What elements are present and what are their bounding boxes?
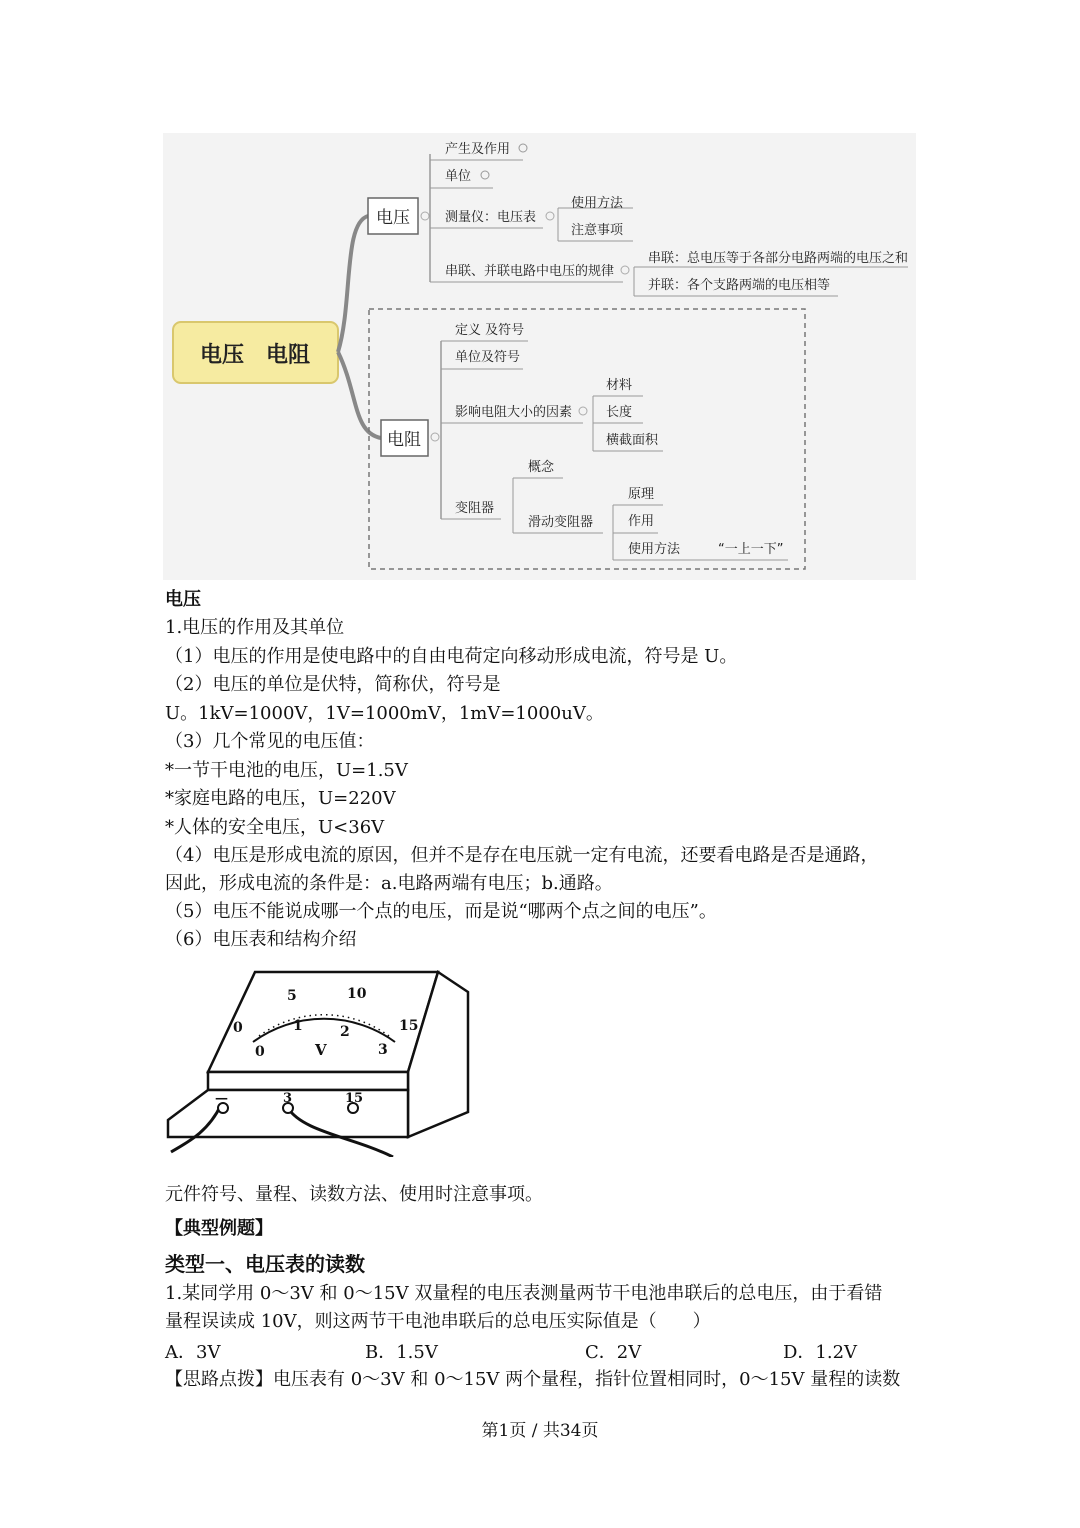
- collapse-icon[interactable]: [431, 433, 439, 441]
- mind-map: [163, 133, 916, 580]
- branch-resistance: [338, 352, 381, 438]
- root-label: 电压 电阻: [199, 343, 311, 368]
- terminal-label: 3: [283, 1091, 293, 1106]
- text-line: （3）几个常见的电压值：: [165, 731, 375, 752]
- text-line: （4）电压是形成电流的原因，但并不是存在电压就一定有电流，还要看电路是否是通路，: [165, 845, 879, 866]
- text-line: 1.电压的作用及其单位: [165, 617, 345, 638]
- collapse-icon[interactable]: [621, 266, 629, 274]
- text-line: （6）电压表和结构介绍: [165, 929, 357, 950]
- option-a: A．3V: [165, 1342, 221, 1363]
- expand-icon[interactable]: [481, 171, 489, 179]
- text-line: （1）电压的作用是使电路中的自由电荷定向移动形成电流，符号是 U。: [165, 646, 738, 667]
- slider-item-2: 作用: [628, 514, 655, 529]
- voltage-item-2: 单位: [445, 169, 472, 184]
- text-line: *家庭电路的电压，U=220V: [165, 788, 396, 809]
- voltage-node-label: 电压: [376, 208, 410, 228]
- option-d: D．1.2V: [783, 1342, 858, 1363]
- voltmeter-drawing: [163, 962, 478, 1157]
- page-footer: 第1页 / 共34页: [481, 1421, 599, 1441]
- factor-1: 材料: [606, 378, 633, 393]
- collapse-icon[interactable]: [421, 212, 429, 220]
- unit-label: V: [315, 1041, 327, 1059]
- rheostat-item-2: 滑动变阻器: [528, 515, 594, 530]
- series-rule: 串联：总电压等于各部分电路两端的电压之和: [648, 251, 909, 266]
- resistance-boundary: [369, 309, 805, 569]
- voltage-item-4: 串联、并联电路中电压的规律: [445, 264, 615, 279]
- resistance-item-4: 变阻器: [455, 501, 495, 516]
- resistance-item-2: 单位及符号: [455, 350, 521, 365]
- question-line: 1.某同学用 0～3V 和 0～15V 双量程的电压表测量两节干电池串联后的总电压，由于看错: [165, 1283, 883, 1304]
- example-header: 【典型例题】: [165, 1218, 273, 1239]
- parallel-rule: 并联：各个支路两端的电压相等: [648, 278, 831, 293]
- lower-scale-label: 1: [293, 1018, 303, 1034]
- resistance-item-1: 定义 及符号: [455, 323, 525, 338]
- terminal-label: 15: [345, 1091, 364, 1106]
- question-line: 量程误读成 10V，则这两节干电池串联后的总电压实际值是（ ）: [165, 1311, 711, 1332]
- text-line: （5）电压不能说成哪一个点的电压，而是说“哪两个点之间的电压”。: [165, 901, 717, 922]
- text-line: *人体的安全电压，U<36V: [165, 817, 385, 838]
- section-title: 电压: [165, 589, 201, 610]
- meter-item-2: 注意事项: [571, 223, 624, 238]
- rheostat-item-1: 概念: [528, 460, 555, 475]
- text-line: *一节干电池的电压，U=1.5V: [165, 760, 408, 781]
- figure-caption: 元件符号、量程、读数方法、使用时注意事项。: [165, 1184, 543, 1205]
- resistance-item-3: 影响电阻大小的因素: [455, 405, 573, 420]
- hint-line: 【思路点拨】电压表有 0～3V 和 0～15V 两个量程，指针位置相同时，0～15V 量程的读数: [165, 1369, 901, 1390]
- text-line: 因此，形成电流的条件是：a.电路两端有电压；b.通路。: [165, 873, 613, 894]
- lower-scale-label: 0: [255, 1044, 265, 1060]
- branch-voltage: [338, 216, 368, 352]
- voltage-item-3: 测量仪：电压表: [445, 210, 537, 225]
- option-b: B．1.5V: [365, 1342, 438, 1363]
- factor-2: 长度: [606, 405, 633, 420]
- terminal-label: —: [215, 1091, 228, 1106]
- lower-scale-label: 2: [340, 1024, 350, 1040]
- collapse-icon[interactable]: [546, 212, 554, 220]
- expand-icon[interactable]: [519, 144, 527, 152]
- usage-note: “一上一下”: [718, 542, 784, 557]
- slider-item-1: 原理: [628, 487, 655, 502]
- collapse-icon[interactable]: [579, 407, 587, 415]
- lower-scale-label: 3: [378, 1042, 388, 1058]
- text-line: U。1kV=1000V，1V=1000mV，1mV=1000uV。: [165, 703, 604, 724]
- upper-scale-label: 10: [347, 986, 367, 1002]
- meter-item-1: 使用方法: [571, 196, 624, 211]
- slider-item-3: 使用方法: [628, 542, 681, 557]
- resistance-node-label: 电阻: [387, 430, 421, 450]
- upper-scale-label: 0: [233, 1020, 243, 1036]
- meter-front: [208, 1072, 408, 1090]
- factor-3: 横截面积: [606, 433, 659, 448]
- option-c: C．2V: [585, 1342, 642, 1363]
- type-title: 类型一、电压表的读数: [165, 1252, 365, 1276]
- upper-scale-label: 5: [287, 988, 297, 1004]
- upper-scale-label: 15: [399, 1018, 419, 1034]
- text-line: （2）电压的单位是伏特，简称伏，符号是: [165, 674, 501, 695]
- voltmeter-figure: [163, 962, 478, 1157]
- mind-map-graphic: [163, 133, 916, 580]
- voltage-item-1: 产生及作用: [445, 142, 511, 157]
